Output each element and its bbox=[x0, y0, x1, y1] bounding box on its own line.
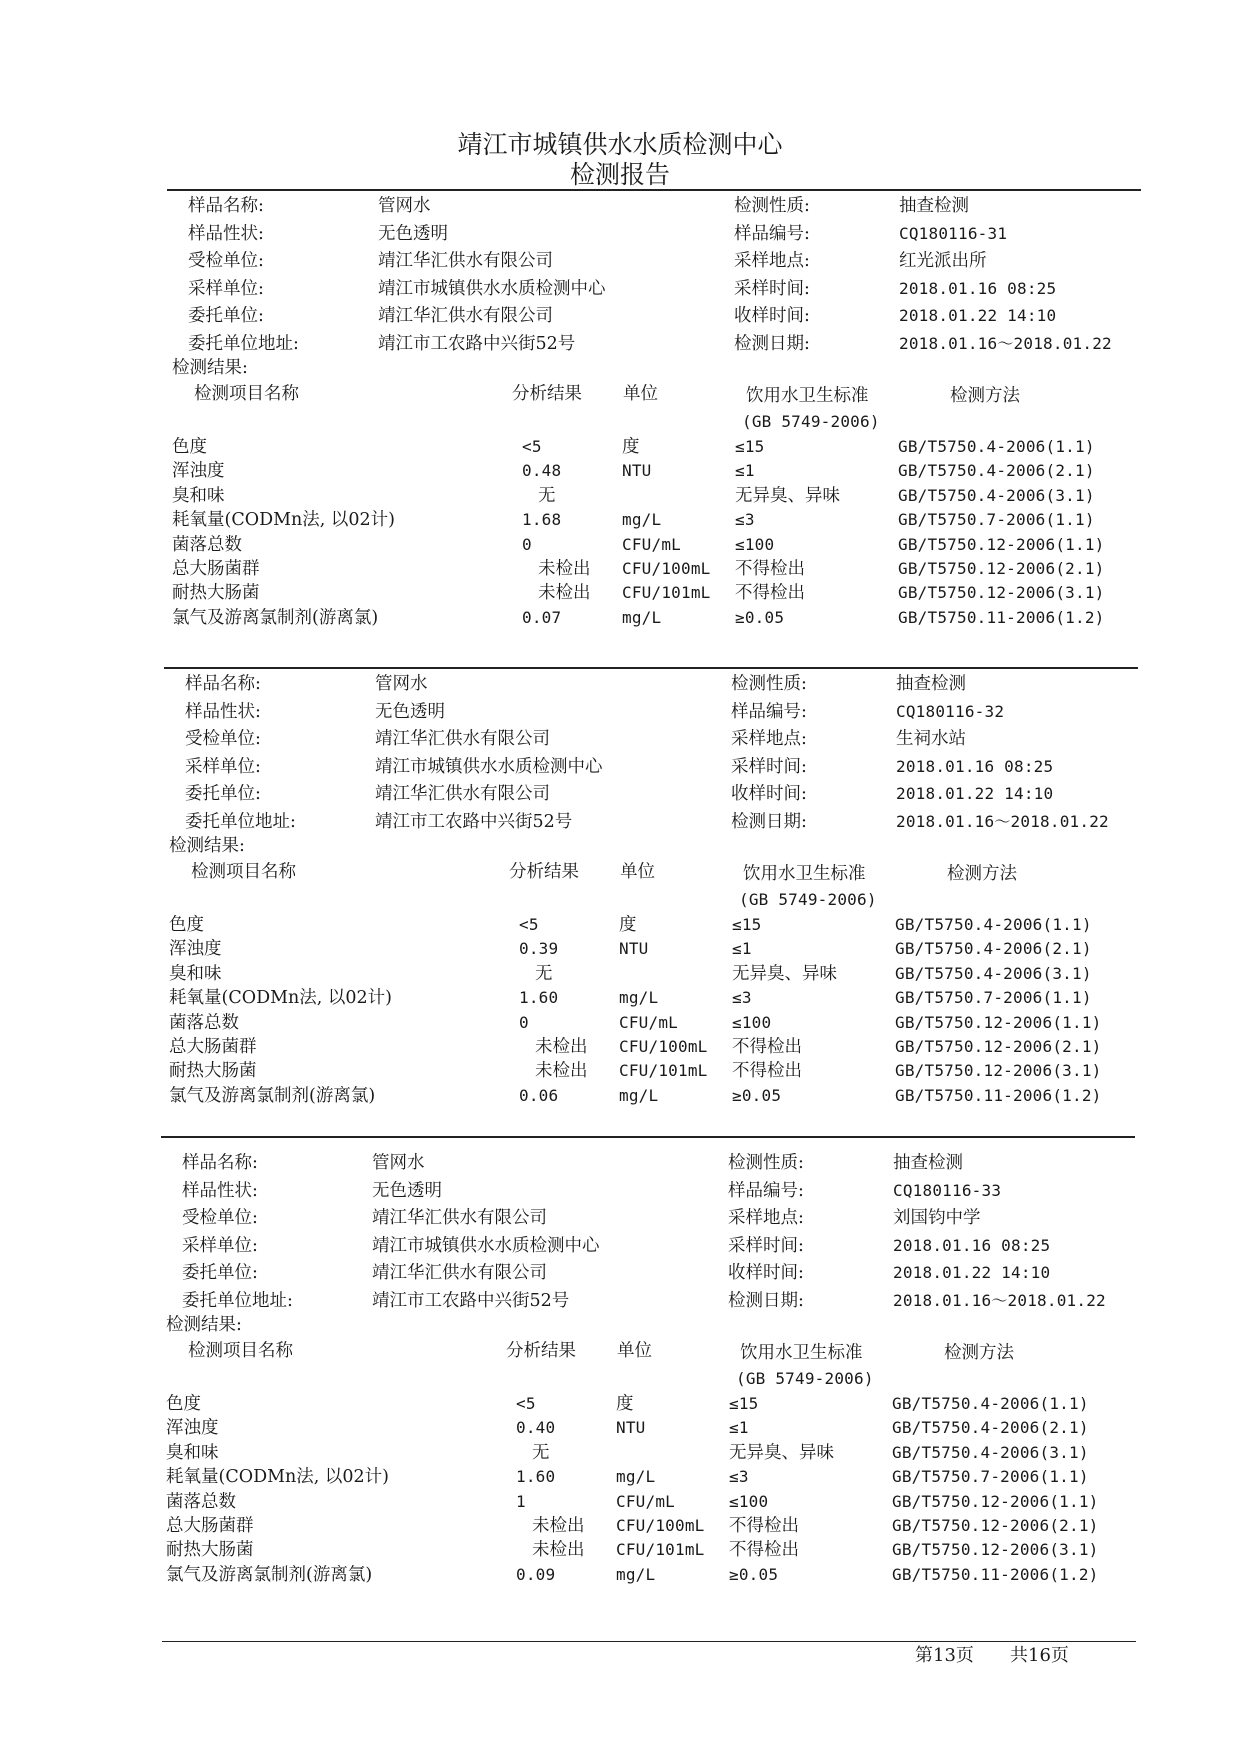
value-client: 靖江华汇供水有限公司 bbox=[372, 1263, 547, 1283]
value-sample-state: 无色透明 bbox=[372, 1180, 442, 1201]
page-total: 共16页 bbox=[1010, 1645, 1069, 1666]
value-sample-state: 无色透明 bbox=[378, 223, 448, 244]
item-unit: CFU/mL bbox=[616, 1491, 675, 1511]
item-result: 0.06 bbox=[519, 1085, 559, 1105]
item-method: GB/T5750.7-2006(1.1) bbox=[895, 988, 1092, 1008]
label-test-nature: 检测性质: bbox=[728, 1153, 804, 1173]
item-method: GB/T5750.4-2006(3.1) bbox=[898, 485, 1095, 505]
item-result: <5 bbox=[516, 1394, 536, 1413]
label-sample-state: 样品性状: bbox=[182, 1180, 258, 1201]
label-receipt-time: 收样时间: bbox=[728, 1263, 804, 1283]
item-result: 0.07 bbox=[522, 607, 562, 627]
item-method: GB/T5750.4-2006(3.1) bbox=[895, 963, 1092, 983]
value-sample-no: CQ180116-33 bbox=[893, 1180, 1002, 1200]
col-header-standard-ref: (GB 5749-2006) bbox=[739, 890, 877, 909]
item-name: 臭和味 bbox=[169, 963, 222, 984]
label-client-address: 委托单位地址: bbox=[185, 811, 296, 832]
label-sample-state: 样品性状: bbox=[185, 701, 261, 722]
label-test-date: 检测日期: bbox=[734, 333, 810, 354]
label-test-date: 检测日期: bbox=[731, 811, 807, 832]
item-standard: ≤1 bbox=[729, 1418, 749, 1438]
item-result: 未检出 bbox=[535, 1061, 588, 1082]
col-header-unit: 单位 bbox=[620, 862, 655, 882]
col-header-method: 检测方法 bbox=[944, 1343, 1014, 1363]
value-test-nature: 抽查检测 bbox=[893, 1153, 963, 1173]
item-unit: mg/L bbox=[616, 1467, 656, 1487]
label-client: 委托单位: bbox=[185, 784, 261, 804]
col-header-item: 检测项目名称 bbox=[188, 1341, 293, 1361]
col-header-standard-ref: (GB 5749-2006) bbox=[736, 1369, 874, 1388]
item-method: GB/T5750.12-2006(1.1) bbox=[892, 1491, 1099, 1511]
item-method: GB/T5750.12-2006(3.1) bbox=[895, 1061, 1102, 1081]
document-title: 检测报告 bbox=[569, 160, 670, 189]
item-standard: ≥0.05 bbox=[732, 1085, 782, 1105]
value-sampling-unit: 靖江市城镇供水水质检测中心 bbox=[372, 1235, 600, 1256]
value-inspected-unit: 靖江华汇供水有限公司 bbox=[378, 251, 553, 271]
item-unit: CFU/mL bbox=[622, 534, 681, 554]
item-name: 浑浊度 bbox=[169, 939, 222, 960]
item-unit: NTU bbox=[622, 461, 652, 481]
col-header-method: 检测方法 bbox=[947, 864, 1017, 884]
item-name: 氯气及游离氯制剂(游离氯) bbox=[172, 607, 379, 628]
item-result: 0.48 bbox=[522, 461, 562, 481]
col-header-standard: 饮用水卫生标准 bbox=[740, 1343, 863, 1363]
value-client-address: 靖江市工农路中兴街52号 bbox=[375, 811, 573, 832]
value-sample-no: CQ180116-32 bbox=[896, 701, 1005, 721]
value-sample-no: CQ180116-31 bbox=[899, 223, 1008, 243]
item-unit: mg/L bbox=[622, 607, 662, 627]
item-unit: mg/L bbox=[619, 1085, 659, 1105]
col-header-unit: 单位 bbox=[617, 1341, 652, 1361]
col-header-standard: 饮用水卫生标准 bbox=[743, 864, 866, 884]
label-sample-name: 样品名称: bbox=[182, 1153, 258, 1173]
item-method: GB/T5750.12-2006(1.1) bbox=[898, 534, 1105, 554]
item-result: 未检出 bbox=[538, 583, 591, 604]
label-inspected-unit: 受检单位: bbox=[185, 729, 261, 749]
item-result: <5 bbox=[519, 915, 539, 934]
item-method: GB/T5750.11-2006(1.2) bbox=[898, 607, 1105, 627]
item-unit: CFU/101mL bbox=[622, 583, 711, 603]
col-header-result: 分析结果 bbox=[512, 384, 582, 404]
item-result: 1.60 bbox=[516, 1467, 556, 1487]
label-sample-no: 样品编号: bbox=[734, 223, 810, 244]
col-header-method: 检测方法 bbox=[950, 386, 1020, 406]
sample-section bbox=[0, 669, 1237, 1139]
label-sample-no: 样品编号: bbox=[731, 701, 807, 722]
item-result: <5 bbox=[522, 437, 542, 456]
item-name: 臭和味 bbox=[166, 1442, 219, 1463]
value-test-nature: 抽查检测 bbox=[896, 674, 966, 694]
value-sampling-site: 红光派出所 bbox=[899, 251, 987, 271]
value-sample-name: 管网水 bbox=[378, 196, 431, 216]
results-heading: 检测结果: bbox=[172, 358, 248, 378]
label-inspected-unit: 受检单位: bbox=[182, 1208, 258, 1228]
col-header-item: 检测项目名称 bbox=[194, 384, 299, 404]
item-method: GB/T5750.11-2006(1.2) bbox=[892, 1564, 1099, 1584]
item-name: 菌落总数 bbox=[172, 534, 242, 555]
label-sample-no: 样品编号: bbox=[728, 1180, 804, 1201]
value-test-date: 2018.01.16～2018.01.22 bbox=[899, 333, 1112, 353]
col-header-unit: 单位 bbox=[623, 384, 658, 404]
item-unit: CFU/100mL bbox=[616, 1516, 705, 1535]
item-unit: 度 bbox=[622, 437, 640, 457]
label-sampling-unit: 采样单位: bbox=[185, 756, 261, 777]
item-name: 耗氧量(CODMn法, 以02计) bbox=[172, 510, 396, 531]
label-sampling-unit: 采样单位: bbox=[182, 1235, 258, 1256]
value-sampling-site: 刘国钧中学 bbox=[893, 1208, 981, 1228]
item-unit: NTU bbox=[619, 939, 649, 959]
item-name: 氯气及游离氯制剂(游离氯) bbox=[169, 1085, 376, 1106]
label-client-address: 委托单位地址: bbox=[182, 1290, 293, 1311]
item-name: 耗氧量(CODMn法, 以02计) bbox=[169, 988, 393, 1009]
label-test-date: 检测日期: bbox=[728, 1290, 804, 1311]
item-method: GB/T5750.12-2006(3.1) bbox=[892, 1540, 1099, 1560]
value-client-address: 靖江市工农路中兴街52号 bbox=[372, 1290, 570, 1311]
sample-section bbox=[0, 191, 1240, 661]
label-sampling-site: 采样地点: bbox=[734, 251, 810, 271]
label-sample-name: 样品名称: bbox=[188, 196, 264, 216]
label-sampling-site: 采样地点: bbox=[731, 729, 807, 749]
item-standard: 无异臭、异味 bbox=[732, 963, 837, 984]
value-sampling-unit: 靖江市城镇供水水质检测中心 bbox=[378, 278, 606, 299]
item-result: 1.60 bbox=[519, 988, 559, 1008]
label-sampling-unit: 采样单位: bbox=[188, 278, 264, 299]
label-receipt-time: 收样时间: bbox=[731, 784, 807, 804]
item-standard: ≤1 bbox=[735, 461, 755, 481]
item-name: 耐热大肠菌 bbox=[169, 1061, 257, 1082]
item-method: GB/T5750.12-2006(3.1) bbox=[898, 583, 1105, 603]
col-header-standard-ref: (GB 5749-2006) bbox=[742, 412, 880, 431]
item-name: 总大肠菌群 bbox=[166, 1516, 254, 1536]
label-sampling-time: 采样时间: bbox=[734, 278, 810, 299]
label-test-nature: 检测性质: bbox=[731, 674, 807, 694]
item-name: 耗氧量(CODMn法, 以02计) bbox=[166, 1467, 390, 1488]
value-test-date: 2018.01.16～2018.01.22 bbox=[896, 811, 1109, 831]
item-result: 无 bbox=[538, 485, 556, 506]
item-name: 氯气及游离氯制剂(游离氯) bbox=[166, 1564, 373, 1585]
item-unit: mg/L bbox=[616, 1564, 656, 1584]
item-method: GB/T5750.4-2006(1.1) bbox=[898, 437, 1095, 456]
item-method: GB/T5750.12-2006(1.1) bbox=[895, 1012, 1102, 1032]
item-standard: ≤100 bbox=[732, 1012, 772, 1032]
item-standard: ≤15 bbox=[729, 1394, 759, 1413]
item-result: 0.40 bbox=[516, 1418, 556, 1438]
item-standard: 不得检出 bbox=[729, 1516, 799, 1536]
item-result: 未检出 bbox=[532, 1540, 585, 1561]
label-client: 委托单位: bbox=[182, 1263, 258, 1283]
item-unit: CFU/mL bbox=[619, 1012, 678, 1032]
value-sampling-time: 2018.01.16 08:25 bbox=[899, 278, 1057, 298]
item-result: 无 bbox=[535, 963, 553, 984]
label-sampling-time: 采样时间: bbox=[728, 1235, 804, 1256]
item-result: 0 bbox=[519, 1012, 529, 1032]
item-name: 色度 bbox=[172, 437, 207, 457]
item-result: 未检出 bbox=[532, 1516, 585, 1536]
item-result: 0.39 bbox=[519, 939, 559, 959]
value-sample-state: 无色透明 bbox=[375, 701, 445, 722]
value-sampling-site: 生祠水站 bbox=[896, 729, 966, 749]
item-name: 色度 bbox=[169, 915, 204, 935]
value-receipt-time: 2018.01.22 14:10 bbox=[893, 1263, 1051, 1282]
item-method: GB/T5750.4-2006(1.1) bbox=[892, 1394, 1089, 1413]
item-name: 菌落总数 bbox=[166, 1491, 236, 1512]
results-heading: 检测结果: bbox=[166, 1315, 242, 1335]
item-method: GB/T5750.12-2006(2.1) bbox=[892, 1516, 1099, 1535]
item-method: GB/T5750.4-2006(2.1) bbox=[898, 461, 1095, 481]
item-unit: mg/L bbox=[619, 988, 659, 1008]
item-standard: ≥0.05 bbox=[735, 607, 785, 627]
label-sampling-time: 采样时间: bbox=[731, 756, 807, 777]
label-sample-state: 样品性状: bbox=[188, 223, 264, 244]
value-receipt-time: 2018.01.22 14:10 bbox=[899, 306, 1057, 325]
item-standard: ≤100 bbox=[729, 1491, 769, 1511]
item-name: 总大肠菌群 bbox=[172, 559, 260, 579]
footer-rule bbox=[162, 1641, 1136, 1642]
item-method: GB/T5750.7-2006(1.1) bbox=[898, 510, 1095, 530]
value-client: 靖江华汇供水有限公司 bbox=[378, 306, 553, 326]
section-rule bbox=[161, 1136, 1135, 1138]
item-standard: 无异臭、异味 bbox=[729, 1442, 834, 1463]
item-name: 菌落总数 bbox=[169, 1012, 239, 1033]
label-client: 委托单位: bbox=[188, 306, 264, 326]
org-title: 靖江市城镇供水水质检测中心 bbox=[457, 130, 783, 159]
item-standard: 无异臭、异味 bbox=[735, 485, 840, 506]
value-test-nature: 抽查检测 bbox=[899, 196, 969, 216]
value-sampling-time: 2018.01.16 08:25 bbox=[896, 756, 1054, 776]
value-inspected-unit: 靖江华汇供水有限公司 bbox=[372, 1208, 547, 1228]
page-number: 第13页 bbox=[915, 1645, 974, 1666]
item-unit: CFU/101mL bbox=[619, 1061, 708, 1081]
item-standard: ≤15 bbox=[735, 437, 765, 456]
item-standard: ≤100 bbox=[735, 534, 775, 554]
results-heading: 检测结果: bbox=[169, 836, 245, 856]
item-unit: CFU/100mL bbox=[619, 1037, 708, 1056]
item-unit: 度 bbox=[619, 915, 637, 935]
item-result: 无 bbox=[532, 1442, 550, 1463]
label-receipt-time: 收样时间: bbox=[734, 306, 810, 326]
item-name: 耐热大肠菌 bbox=[172, 583, 260, 604]
col-header-result: 分析结果 bbox=[509, 862, 579, 882]
label-inspected-unit: 受检单位: bbox=[188, 251, 264, 271]
item-name: 浑浊度 bbox=[172, 461, 225, 482]
value-sampling-time: 2018.01.16 08:25 bbox=[893, 1235, 1051, 1255]
item-standard: 不得检出 bbox=[732, 1061, 802, 1082]
item-unit: mg/L bbox=[622, 510, 662, 530]
item-result: 未检出 bbox=[538, 559, 591, 579]
item-name: 浑浊度 bbox=[166, 1418, 219, 1439]
item-result: 0 bbox=[522, 534, 532, 554]
item-name: 耐热大肠菌 bbox=[166, 1540, 254, 1561]
item-method: GB/T5750.7-2006(1.1) bbox=[892, 1467, 1089, 1487]
sample-section bbox=[0, 1148, 1234, 1618]
item-standard: 不得检出 bbox=[729, 1540, 799, 1561]
item-unit: 度 bbox=[616, 1394, 634, 1414]
value-sampling-unit: 靖江市城镇供水水质检测中心 bbox=[375, 756, 603, 777]
item-standard: 不得检出 bbox=[732, 1037, 802, 1057]
item-method: GB/T5750.12-2006(2.1) bbox=[895, 1037, 1102, 1056]
item-result: 未检出 bbox=[535, 1037, 588, 1057]
item-standard: 不得检出 bbox=[735, 583, 805, 604]
value-sample-name: 管网水 bbox=[375, 674, 428, 694]
item-standard: 不得检出 bbox=[735, 559, 805, 579]
col-header-result: 分析结果 bbox=[506, 1341, 576, 1361]
col-header-standard: 饮用水卫生标准 bbox=[746, 386, 869, 406]
item-method: GB/T5750.4-2006(2.1) bbox=[892, 1418, 1089, 1438]
item-standard: ≤3 bbox=[729, 1467, 749, 1487]
value-client-address: 靖江市工农路中兴街52号 bbox=[378, 333, 576, 354]
item-result: 1 bbox=[516, 1491, 526, 1511]
value-client: 靖江华汇供水有限公司 bbox=[375, 784, 550, 804]
item-standard: ≥0.05 bbox=[729, 1564, 779, 1584]
col-header-item: 检测项目名称 bbox=[191, 862, 296, 882]
item-name: 色度 bbox=[166, 1394, 201, 1414]
item-standard: ≤3 bbox=[735, 510, 755, 530]
item-method: GB/T5750.12-2006(2.1) bbox=[898, 559, 1105, 578]
item-method: GB/T5750.4-2006(3.1) bbox=[892, 1442, 1089, 1462]
item-name: 总大肠菌群 bbox=[169, 1037, 257, 1057]
item-result: 0.09 bbox=[516, 1564, 556, 1584]
item-method: GB/T5750.4-2006(1.1) bbox=[895, 915, 1092, 934]
item-result: 1.68 bbox=[522, 510, 562, 530]
value-sample-name: 管网水 bbox=[372, 1153, 425, 1173]
value-inspected-unit: 靖江华汇供水有限公司 bbox=[375, 729, 550, 749]
item-standard: ≤3 bbox=[732, 988, 752, 1008]
item-unit: NTU bbox=[616, 1418, 646, 1438]
label-sample-name: 样品名称: bbox=[185, 674, 261, 694]
item-standard: ≤15 bbox=[732, 915, 762, 934]
value-test-date: 2018.01.16～2018.01.22 bbox=[893, 1290, 1106, 1310]
item-standard: ≤1 bbox=[732, 939, 752, 959]
value-receipt-time: 2018.01.22 14:10 bbox=[896, 784, 1054, 803]
label-sampling-site: 采样地点: bbox=[728, 1208, 804, 1228]
label-client-address: 委托单位地址: bbox=[188, 333, 299, 354]
item-unit: CFU/100mL bbox=[622, 559, 711, 578]
item-method: GB/T5750.11-2006(1.2) bbox=[895, 1085, 1102, 1105]
label-test-nature: 检测性质: bbox=[734, 196, 810, 216]
item-unit: CFU/101mL bbox=[616, 1540, 705, 1560]
item-name: 臭和味 bbox=[172, 485, 225, 506]
item-method: GB/T5750.4-2006(2.1) bbox=[895, 939, 1092, 959]
